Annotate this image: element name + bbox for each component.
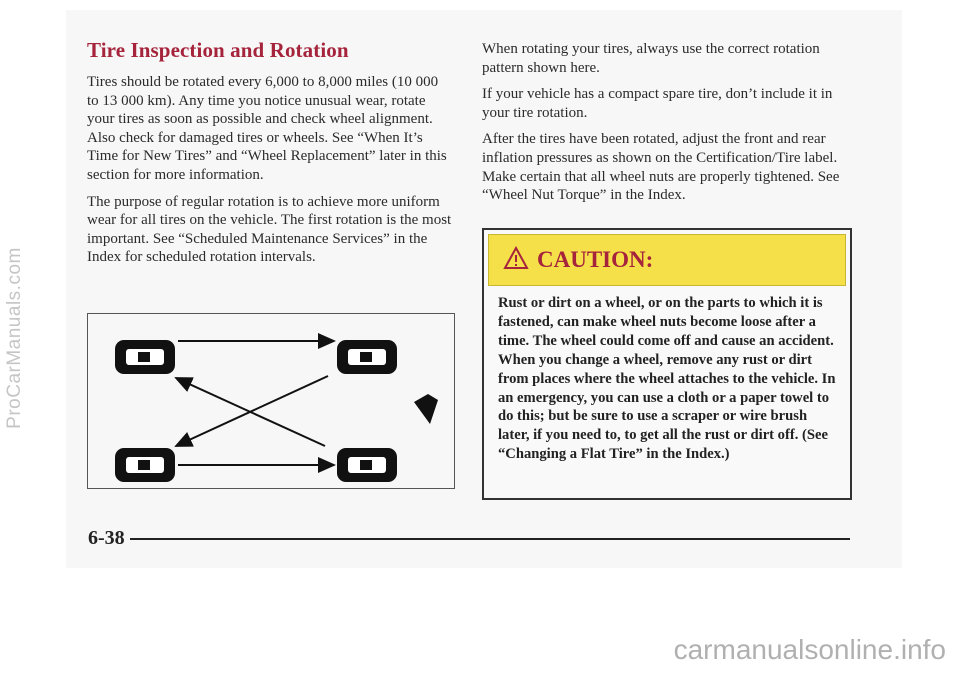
page-number: 6-38 xyxy=(88,527,125,549)
caution-title: CAUTION: xyxy=(537,247,654,272)
tire-rear-right-icon xyxy=(337,448,397,482)
bottom-watermark: carmanualsonline.info xyxy=(673,634,946,665)
tire-front-right-icon xyxy=(337,340,397,374)
caution-text: Rust or dirt on a wheel, or on the parts to which it is fastened, can make wheel nuts become loose after a time. The wheel could come off and cause an accident. When you change a wheel, remove any rust or dirt from places where the wheel attaches to the vehicle. In an emergency, you can use a cloth or a paper towel to do this; but be sure to use a scraper or wire brush later, if you need to, to get all the rust or dirt off. (See “Changing a Flat Tire” in the Index.) xyxy=(498,295,836,463)
right-column xyxy=(482,40,854,213)
page-title: Tire Inspection and Rotation xyxy=(87,38,349,62)
paragraph: After the tires have been rotated, adjust the front and rear inflation pressures as shown on the Certification/Tire label. Make certain that all wheel nuts are properly tightened. See “Wheel Nut Torque” in the Index. xyxy=(482,131,840,204)
tire-rear-left-icon xyxy=(115,448,175,482)
caution-box xyxy=(482,228,852,500)
side-watermark xyxy=(0,0,30,676)
left-column xyxy=(87,38,453,275)
tire-rotation-diagram xyxy=(87,313,455,489)
paragraph: If your vehicle has a compact spare tire, don’t include it in your tire rotation. xyxy=(482,86,833,121)
warning-triangle-icon xyxy=(503,246,529,275)
forward-arrow-icon xyxy=(414,394,438,424)
paragraph: Tires should be rotated every 6,000 to 8,000 miles (10 000 to 13 000 km). Any time you notice unusual wear, rotate your tires as soon as possible and check wheel alignment. Also check for damaged tires or wheels. See “When It’s Time for New Tires” and “Wheel Replacement” later in this section for more information. xyxy=(87,74,447,183)
side-watermark-text: ProCarManuals.com xyxy=(4,247,25,429)
paragraph: When rotating your tires, always use the correct rotation pattern shown here. xyxy=(482,41,820,76)
paragraph: The purpose of regular rotation is to achieve more uniform wear for all tires on the vehicle. The first rotation is the most important. See “Scheduled Maintenance Services” in the Index for scheduled rotation intervals. xyxy=(87,193,452,266)
tire-front-left-icon xyxy=(115,340,175,374)
caution-header xyxy=(488,234,846,286)
footer-rule xyxy=(130,538,850,540)
